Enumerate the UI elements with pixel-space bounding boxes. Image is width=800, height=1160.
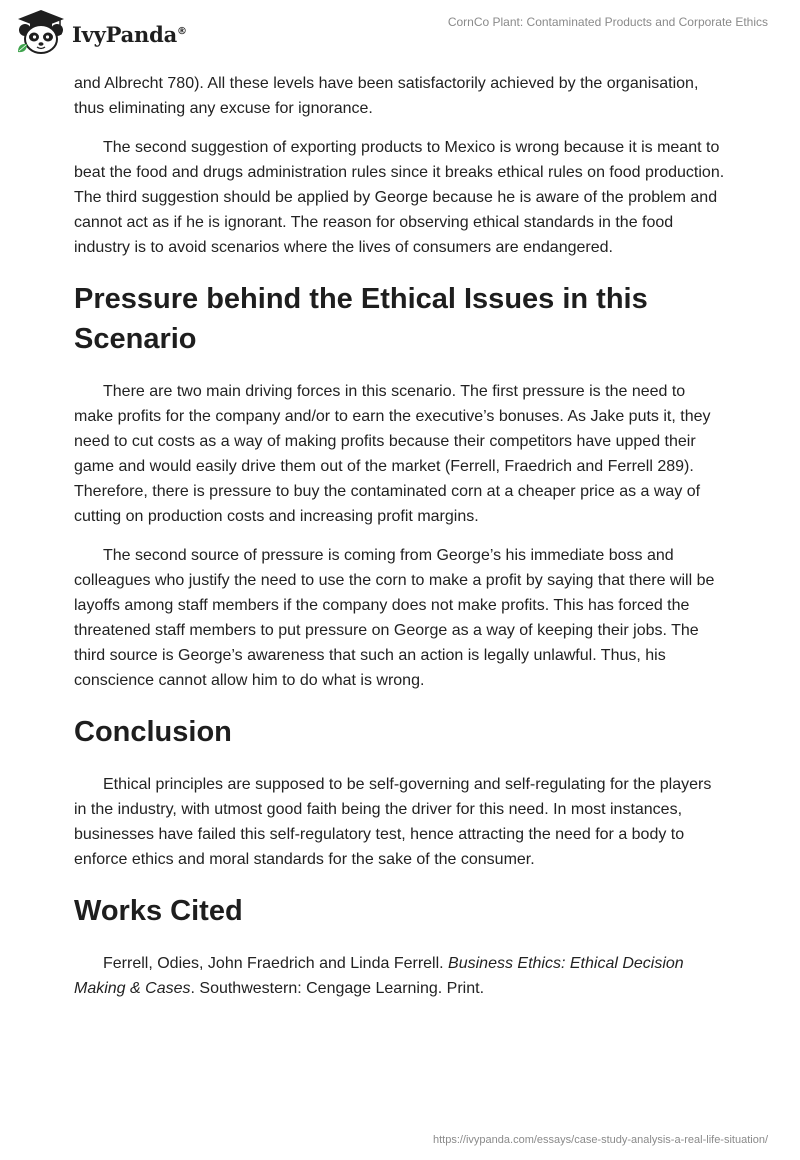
citation-entry	[74, 951, 726, 1001]
paragraph-conclusion: Ethical principles are supposed to be self-governing and self-regulating for the players in the industry, with utmost good faith being the driver for this need. In most instances, businesses have failed this self-regulatory test, hence attracting the need for a body to enforce ethics and moral standards for the sake of the consumer.	[74, 776, 712, 868]
heading-works-cited: Works Cited	[74, 895, 243, 927]
essay-body	[74, 71, 726, 1015]
document-title: CornCo Plant: Contaminated Products and Corporate Ethics	[447, 15, 768, 29]
citation-title: Business Ethics: Ethical Decision Making & Cases	[74, 955, 684, 997]
paragraph-suggestions: The second suggestion of exporting products to Mexico is wrong because it is meant to beat the food and drugs administration rules since it breaks ethical rules on food production. The third suggestion should be applied by George because he is aware of the problem and cannot act as if he is ignorant. The reason for observing ethical standards in the food industry is to avoid scenarios where the lives of consumers are endangered.	[74, 139, 725, 256]
logo-wordmark: IvyPanda®	[72, 21, 187, 47]
citation-publisher: . Southwestern: Cengage Learning. Print.	[190, 980, 485, 997]
source-url[interactable]: https://ivypanda.com/essays/case-study-analysis-a-real-life-situation/	[432, 1134, 768, 1146]
paragraph-continued: and Albrecht 780). All these levels have been satisfactorily achieved by the organisation, thus eliminating any excuse for ignorance.	[74, 75, 699, 117]
heading-conclusion: Conclusion	[74, 716, 232, 748]
panda-graduate-icon	[14, 8, 68, 58]
paragraph-pressure-first: There are two main driving forces in this scenario. The first pressure is the need to make profits for the company and/or to earn the executive’s bonuses. As Jake puts it, they need to cut costs as a way of making profits because their competitors have upped their game and would easily drive them out of the market (Ferrell, Fraedrich and Ferrell 289). Therefore, there is pressure to buy the contaminated corn at a cheaper price as a way of cutting on production costs and increasing profit margins.	[74, 383, 711, 525]
registered-mark: ®	[177, 25, 187, 37]
heading-pressure: Pressure behind the Ethical Issues in this Scenario	[74, 283, 648, 355]
page-header	[0, 0, 800, 64]
paragraph-pressure-second: The second source of pressure is coming from George’s his immediate boss and colleagues who justify the need to use the corn to make a profit by saying that there will be layoffs among staff members if the company does not make profits. This has forced the threatened staff members to put pressure on George as a way of keeping their jobs. The third source is George’s awareness that such an action is legally unlawful. Thus, his conscience cannot allow him to do what is wrong.	[74, 547, 715, 689]
ivypanda-logo[interactable]	[14, 8, 187, 58]
citation-authors: Ferrell, Odies, John Fraedrich and Linda Ferrell.	[103, 955, 449, 972]
